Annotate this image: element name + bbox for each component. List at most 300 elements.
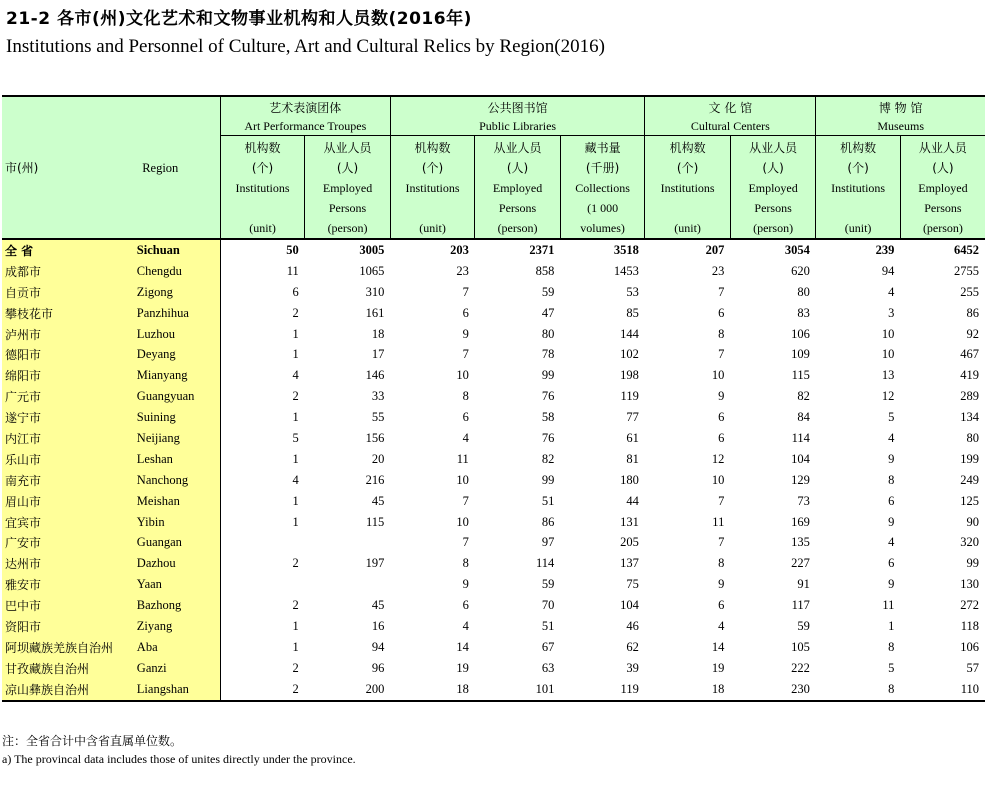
data-cell: 10 (456, 368, 469, 383)
data-cell: 104 (791, 451, 810, 466)
footnote-cn: 注：全省合计中含省直属单位数。 (2, 734, 183, 748)
data-cell: 9 (718, 389, 725, 404)
region-name-cn: 雅安市 (2, 574, 135, 595)
data-cell: 104 (620, 598, 639, 613)
statistics-table-container (2, 95, 985, 702)
subheader-cell (560, 136, 645, 240)
data-cell: 10 (711, 368, 725, 383)
subheader-unit-cn: (人) (932, 161, 954, 175)
data-cell: 59 (541, 284, 555, 299)
data-cell: 1 (292, 410, 299, 425)
subheader-unit-cn: (人) (762, 161, 784, 175)
data-cell: 114 (536, 556, 555, 571)
data-cell: 620 (791, 263, 810, 278)
data-cell: 19 (456, 660, 469, 675)
data-cell: 8 (718, 556, 725, 571)
subheader-label-cn: 机构数 (244, 141, 281, 155)
subheader-label-cn: 机构数 (840, 141, 877, 155)
subheader-cell (390, 136, 475, 240)
data-cell: 84 (797, 410, 810, 425)
region-name-en: Neijiang (135, 428, 221, 449)
subheader-label-cn: 从业人员 (323, 141, 372, 155)
region-name-cn: 广元市 (2, 386, 135, 407)
subheader-label-en: Collections (575, 181, 630, 195)
data-cell: 2371 (529, 242, 555, 257)
subheader-label-en-2 (391, 198, 475, 218)
data-cell: 44 (626, 493, 639, 508)
group-header-cultural-centers-en: Cultural Centers (645, 117, 816, 136)
group-header-cultural-centers-cn: 文 化 馆 (645, 96, 816, 117)
region-name-en: Chengdu (135, 261, 221, 282)
data-cell: 20 (371, 451, 385, 466)
subheader-unit-cn: (人) (336, 161, 359, 175)
data-cell: 33 (371, 389, 385, 404)
subheader-unit-cn: (人) (506, 161, 529, 175)
data-cell: 6 (718, 598, 725, 613)
data-cell: 6 (292, 284, 299, 299)
data-cell: 310 (365, 284, 385, 299)
data-cell: 1 (292, 347, 299, 362)
table-row (2, 553, 985, 574)
data-cell: 255 (960, 284, 979, 299)
region-name-cn: 绵阳市 (2, 365, 135, 386)
data-cell: 125 (960, 493, 979, 508)
region-name-cn: 南充市 (2, 470, 135, 491)
table-row (2, 386, 985, 407)
data-cell: 1 (292, 639, 299, 654)
data-cell: 203 (450, 242, 469, 257)
data-cell: 70 (541, 598, 555, 613)
data-cell: 94 (881, 263, 895, 278)
data-cell: 10 (881, 347, 895, 362)
region-name-cn: 自贡市 (2, 282, 135, 303)
data-cell: 2755 (954, 263, 979, 278)
subheader-label-en: Institutions (831, 181, 886, 195)
data-cell: 80 (797, 284, 810, 299)
subheader-cell (475, 136, 561, 240)
data-cell: 114 (791, 430, 810, 445)
data-cell: 1 (292, 514, 299, 529)
data-cell: 53 (626, 284, 639, 299)
region-name-en: Aba (135, 637, 221, 658)
data-cell: 3518 (613, 242, 639, 257)
table-row (2, 491, 985, 512)
data-cell: 11 (712, 514, 725, 529)
data-cell (220, 574, 305, 595)
subheader-label-en-2 (816, 198, 900, 218)
group-header-libraries-en: Public Libraries (390, 117, 645, 136)
data-cell: 13 (881, 368, 895, 383)
region-name-cn: 眉山市 (2, 491, 135, 512)
table-title-cn: 21-2 各市(州)文化艺术和文物事业机构和人员数(2016年) (6, 9, 472, 29)
data-cell: 2 (292, 598, 299, 613)
data-cell: 67 (541, 639, 555, 654)
subheader-cell (645, 136, 731, 240)
data-cell: 90 (966, 514, 979, 529)
data-cell: 7 (718, 535, 725, 550)
data-cell: 77 (626, 410, 639, 425)
subheader-unit-en: volumes) (580, 221, 625, 235)
data-cell: 83 (797, 305, 810, 320)
subheader-unit-en: (person) (327, 221, 368, 235)
data-cell: 4 (462, 430, 469, 445)
data-cell: 8 (462, 389, 469, 404)
data-cell: 23 (711, 263, 725, 278)
data-cell: 9 (462, 577, 469, 592)
data-cell: 9 (462, 326, 469, 341)
data-cell: 130 (960, 577, 979, 592)
region-name-cn: 内江市 (2, 428, 135, 449)
data-cell: 118 (960, 618, 979, 633)
subheader-unit-en: (unit) (419, 221, 446, 235)
subheader-unit-cn: (个) (251, 161, 274, 175)
subheader-label-en: Employed (322, 181, 373, 195)
table-row (2, 428, 985, 449)
data-cell: 7 (462, 535, 469, 550)
data-cell: 6 (462, 410, 469, 425)
data-cell: 39 (626, 660, 639, 675)
data-cell: 6 (888, 556, 895, 571)
data-cell: 14 (711, 639, 725, 654)
subheader-cell (220, 136, 305, 240)
data-cell: 8 (888, 639, 895, 654)
subheader-label-cn: 机构数 (414, 141, 451, 155)
data-cell: 91 (797, 577, 810, 592)
data-cell: 11 (456, 451, 469, 466)
data-cell: 197 (365, 556, 385, 571)
data-cell: 144 (620, 326, 639, 341)
data-cell: 8 (718, 326, 725, 341)
group-header-libraries-cn: 公共图书馆 (390, 96, 645, 117)
region-header (2, 96, 220, 239)
group-header-museums-cn: 博 物 馆 (816, 96, 985, 117)
data-cell: 227 (791, 556, 810, 571)
table-header (2, 96, 985, 239)
subheader-unit-en: (unit) (844, 221, 872, 235)
region-name-cn: 全 省 (2, 239, 135, 261)
data-cell: 4 (718, 618, 725, 633)
subheader-label-cn: 从业人员 (493, 141, 542, 155)
data-cell: 1 (888, 618, 895, 633)
data-cell: 59 (797, 618, 810, 633)
data-cell: 12 (711, 451, 725, 466)
subheader-label-en: Employed (492, 181, 543, 195)
data-cell: 156 (365, 430, 385, 445)
data-cell: 92 (966, 326, 979, 341)
data-cell: 1 (292, 493, 299, 508)
group-header-museums-en: Museums (816, 117, 985, 136)
data-cell: 161 (365, 305, 385, 320)
table-row (2, 324, 985, 345)
subheader-unit-en: (unit) (249, 221, 276, 235)
table-row (2, 470, 985, 491)
data-cell: 9 (718, 577, 725, 592)
data-cell: 3005 (359, 242, 385, 257)
region-name-en: Zigong (135, 282, 221, 303)
region-name-en: Ganzi (135, 658, 221, 679)
region-name-en: Leshan (135, 449, 221, 470)
region-name-en: Yaan (135, 574, 221, 595)
region-name-en: Ziyang (135, 616, 221, 637)
data-cell: 5 (888, 660, 895, 675)
subheader-label-en: Institutions (235, 181, 290, 195)
data-cell: 99 (541, 472, 555, 487)
data-cell: 6 (462, 598, 469, 613)
data-cell: 96 (371, 660, 385, 675)
region-name-cn: 资阳市 (2, 616, 135, 637)
data-cell: 59 (541, 577, 555, 592)
region-name-cn: 攀枝花市 (2, 303, 135, 324)
data-cell: 18 (371, 326, 385, 341)
data-cell: 180 (620, 472, 639, 487)
data-cell: 61 (626, 430, 639, 445)
table-body (2, 239, 985, 701)
data-cell: 58 (541, 410, 555, 425)
subheader-label-en-2: Persons (328, 201, 367, 215)
region-name-cn: 遂宁市 (2, 407, 135, 428)
data-cell: 109 (791, 347, 810, 362)
subheader-label-cn: 从业人员 (918, 141, 967, 155)
subheader-cell (305, 136, 391, 240)
data-cell: 4 (888, 284, 895, 299)
data-cell: 78 (541, 347, 555, 362)
group-header-art-troupes-en: Art Performance Troupes (220, 117, 390, 136)
data-cell: 2 (292, 660, 299, 675)
data-cell: 11 (882, 598, 895, 613)
data-cell: 86 (541, 514, 555, 529)
data-cell: 222 (791, 660, 810, 675)
statistics-table (2, 95, 985, 702)
region-name-cn: 阿坝藏族羌族自治州 (2, 637, 135, 658)
data-cell: 119 (620, 389, 639, 404)
data-cell: 6452 (954, 242, 979, 257)
table-row (2, 637, 985, 658)
subheader-label-en-2: (1 000 (587, 201, 619, 215)
data-cell: 10 (456, 514, 469, 529)
data-cell: 57 (966, 660, 979, 675)
data-cell: 73 (797, 493, 810, 508)
table-row (2, 282, 985, 303)
data-cell: 9 (888, 514, 895, 529)
data-cell: 45 (371, 598, 385, 613)
table-row (2, 658, 985, 679)
data-cell: 82 (797, 389, 810, 404)
data-cell: 81 (626, 451, 639, 466)
data-cell: 117 (791, 598, 810, 613)
data-cell: 50 (286, 242, 299, 257)
table-row (2, 344, 985, 365)
data-cell: 11 (286, 263, 299, 278)
group-header-art-troupes-cn: 艺术表演团体 (220, 96, 390, 117)
subheader-unit-cn: (千册) (585, 161, 620, 175)
data-cell: 106 (791, 326, 810, 341)
region-name-en: Yibin (135, 512, 221, 533)
region-name-en: Liangshan (135, 679, 221, 701)
region-name-cn: 德阳市 (2, 344, 135, 365)
data-cell: 12 (881, 389, 895, 404)
data-cell: 47 (541, 305, 555, 320)
data-cell: 205 (620, 535, 639, 550)
data-cell: 10 (711, 472, 725, 487)
region-name-en: Bazhong (135, 595, 221, 616)
region-name-cn: 凉山彝族自治州 (2, 679, 135, 701)
data-cell: 5 (888, 410, 895, 425)
data-cell: 18 (645, 679, 731, 701)
data-cell: 135 (791, 535, 810, 550)
region-name-cn: 甘孜藏族自治州 (2, 658, 135, 679)
data-cell: 216 (365, 472, 385, 487)
data-cell: 7 (718, 493, 725, 508)
data-cell: 1453 (613, 263, 639, 278)
data-cell: 97 (541, 535, 555, 550)
data-cell: 6 (462, 305, 469, 320)
data-cell: 80 (541, 326, 555, 341)
data-cell (305, 574, 391, 595)
data-cell: 8 (462, 556, 469, 571)
data-cell: 51 (541, 493, 555, 508)
region-header-cn: 市(州) (5, 161, 39, 175)
table-row (2, 407, 985, 428)
data-cell: 110 (900, 679, 985, 701)
footnote-en: a) The provincal data includes those of unites directly under the province. (2, 752, 356, 766)
data-cell: 94 (371, 639, 385, 654)
data-cell: 19 (711, 660, 725, 675)
data-cell: 146 (365, 368, 385, 383)
data-cell: 63 (541, 660, 555, 675)
data-cell: 198 (620, 368, 639, 383)
subheader-label-en: Employed (748, 181, 798, 195)
data-cell: 419 (960, 368, 979, 383)
region-name-en: Dazhou (135, 553, 221, 574)
table-row (2, 449, 985, 470)
data-cell: 115 (791, 368, 810, 383)
region-name-en: Panzhihua (135, 303, 221, 324)
data-cell: 6 (718, 410, 725, 425)
data-cell: 131 (620, 514, 639, 529)
region-name-en: Mianyang (135, 365, 221, 386)
table-row (2, 574, 985, 595)
table-row (2, 532, 985, 553)
data-cell: 5 (292, 430, 299, 445)
data-cell: 45 (371, 493, 385, 508)
data-cell: 1 (292, 451, 299, 466)
table-row (2, 512, 985, 533)
data-cell: 86 (966, 305, 979, 320)
data-cell: 6 (888, 493, 895, 508)
table-row (2, 261, 985, 282)
data-cell: 6 (718, 430, 725, 445)
region-name-en: Nanchong (135, 470, 221, 491)
subheader-label-cn: 机构数 (669, 141, 706, 155)
data-cell: 8 (816, 679, 901, 701)
data-cell: 23 (456, 263, 469, 278)
data-cell: 4 (462, 618, 469, 633)
data-cell: 289 (960, 389, 979, 404)
data-cell: 99 (541, 368, 555, 383)
data-cell: 2 (292, 305, 299, 320)
data-cell: 199 (960, 451, 979, 466)
data-cell: 16 (371, 618, 385, 633)
table-row (2, 303, 985, 324)
subheader-unit-en: (person) (922, 221, 963, 235)
data-cell: 7 (718, 347, 725, 362)
subheader-unit-en: (person) (753, 221, 794, 235)
subheader-label-cn: 藏书量 (584, 141, 621, 155)
data-cell: 14 (456, 639, 469, 654)
data-cell: 7 (462, 347, 469, 362)
subheader-unit-en: (person) (497, 221, 538, 235)
data-cell: 1 (292, 618, 299, 633)
subheader-label-cn: 从业人员 (749, 141, 798, 155)
data-cell: 467 (960, 347, 979, 362)
table-row (2, 616, 985, 637)
data-cell: 2 (220, 679, 305, 701)
data-cell: 105 (791, 639, 810, 654)
data-cell (220, 532, 305, 553)
region-name-en: Deyang (135, 344, 221, 365)
subheader-unit-en: (unit) (674, 221, 701, 235)
region-name-cn: 成都市 (2, 261, 135, 282)
data-cell: 1065 (359, 263, 385, 278)
subheader-unit-cn: (个) (847, 161, 869, 175)
data-cell: 858 (535, 263, 555, 278)
table-row (2, 239, 985, 261)
region-name-cn: 达州市 (2, 553, 135, 574)
table-row (2, 595, 985, 616)
data-cell: 320 (960, 535, 979, 550)
subheader-label-en-2 (221, 198, 305, 218)
data-cell: 4 (292, 368, 299, 383)
data-cell: 1 (292, 326, 299, 341)
data-cell: 129 (791, 472, 810, 487)
data-cell: 76 (541, 430, 555, 445)
region-name-cn: 乐山市 (2, 449, 135, 470)
data-cell: 249 (960, 472, 979, 487)
subheader-label-en-2: Persons (498, 201, 537, 215)
data-cell: 200 (305, 679, 391, 701)
data-cell: 4 (888, 430, 895, 445)
data-cell: 7 (462, 284, 469, 299)
region-name-cn: 宜宾市 (2, 512, 135, 533)
subheader-label-en: Institutions (660, 181, 715, 195)
data-cell: 9 (888, 451, 895, 466)
data-cell: 207 (705, 242, 725, 257)
data-cell: 272 (960, 598, 979, 613)
data-cell: 76 (541, 389, 555, 404)
subheader-cell (900, 136, 985, 240)
subheader-label-en-2: Persons (754, 201, 792, 215)
subheader-cell (730, 136, 816, 240)
data-cell: 7 (718, 284, 725, 299)
data-cell: 82 (541, 451, 555, 466)
data-cell: 101 (475, 679, 561, 701)
data-cell: 8 (888, 472, 895, 487)
data-cell: 230 (730, 679, 816, 701)
data-cell: 85 (626, 305, 639, 320)
data-cell: 17 (371, 347, 385, 362)
data-cell: 99 (966, 556, 979, 571)
region-name-en: Suining (135, 407, 221, 428)
data-cell: 169 (791, 514, 810, 529)
data-cell: 75 (626, 577, 639, 592)
data-cell: 4 (888, 535, 895, 550)
table-title-en: Institutions and Personnel of Culture, Art and Cultural Relics by Region(2016) (6, 36, 605, 57)
data-cell: 3 (888, 305, 895, 320)
data-cell: 134 (960, 410, 979, 425)
data-cell: 62 (626, 639, 639, 654)
data-cell: 51 (541, 618, 555, 633)
data-cell: 7 (462, 493, 469, 508)
